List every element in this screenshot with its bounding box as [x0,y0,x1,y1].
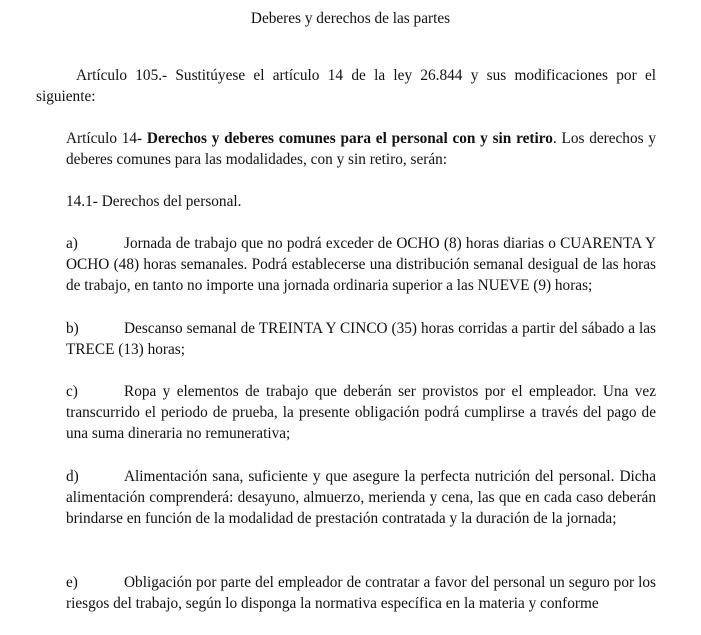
article-14-prefix: Artículo 14- [66,130,147,147]
list-item-label: c) [66,383,78,400]
article-105-paragraph: Artículo 105.- Sustitúyese el artículo 14 de la ley 26.844 y sus modificaciones por el siguiente: [36,67,656,106]
list-item-label: a) [66,235,78,252]
list-item-b [66,318,656,360]
list-item-text: Jornada de trabajo que no podrá exceder de OCHO (8) horas diarias o CUARENTA Y OCHO (48) horas semanales. Podrá establecerse una distribución semanal desigual de las horas de trabajo, en tanto no importe una jornada ordinaria superior a las NUEVE (9) horas; [66,235,656,295]
article-14-title: Derechos y deberes comunes para el personal con y sin retiro [146,130,553,147]
list-item-d [66,466,656,530]
section-14-1-heading: 14.1- Derechos del personal. [66,193,242,210]
list-item-label: e) [66,574,78,591]
list-item-text: Descanso semanal de TREINTA Y CINCO (35) horas corridas a partir del sábado a las TRECE (13) horas; [66,320,656,359]
list-item-a [66,233,656,297]
list-item-text: Ropa y elementos de trabajo que deberán ser provistos por el empleador. Una vez transcurrido el periodo de prueba, la presente obligación podrá cumplirse a través del pago de una suma dineraria no remunerativa; [66,383,656,443]
list-item-text: Obligación por parte del empleador de contratar a favor del personal un seguro por los riesgos del trabajo, según lo disponga la normativa específica en la materia y conforme [66,574,656,613]
list-item-e [66,572,656,614]
section-heading: Deberes y derechos de las partes [250,10,451,27]
article-14-rest: . Los derechos y deberes comunes para las modalidades, con y sin retiro, serán: [66,130,656,169]
list-item-c [66,381,656,445]
article-14-paragraph [66,128,656,170]
list-item-label: b) [66,320,79,337]
list-item-text: Alimentación sana, suficiente y que asegure la perfecta nutrición del personal. Dicha alimentación comprenderá: desayuno, almuerzo, merienda y cena, las que en cada caso deberán brindarse en función de la modalidad de prestación contratada y la duración de la jornada; [66,468,656,528]
list-item-label: d) [66,468,79,485]
